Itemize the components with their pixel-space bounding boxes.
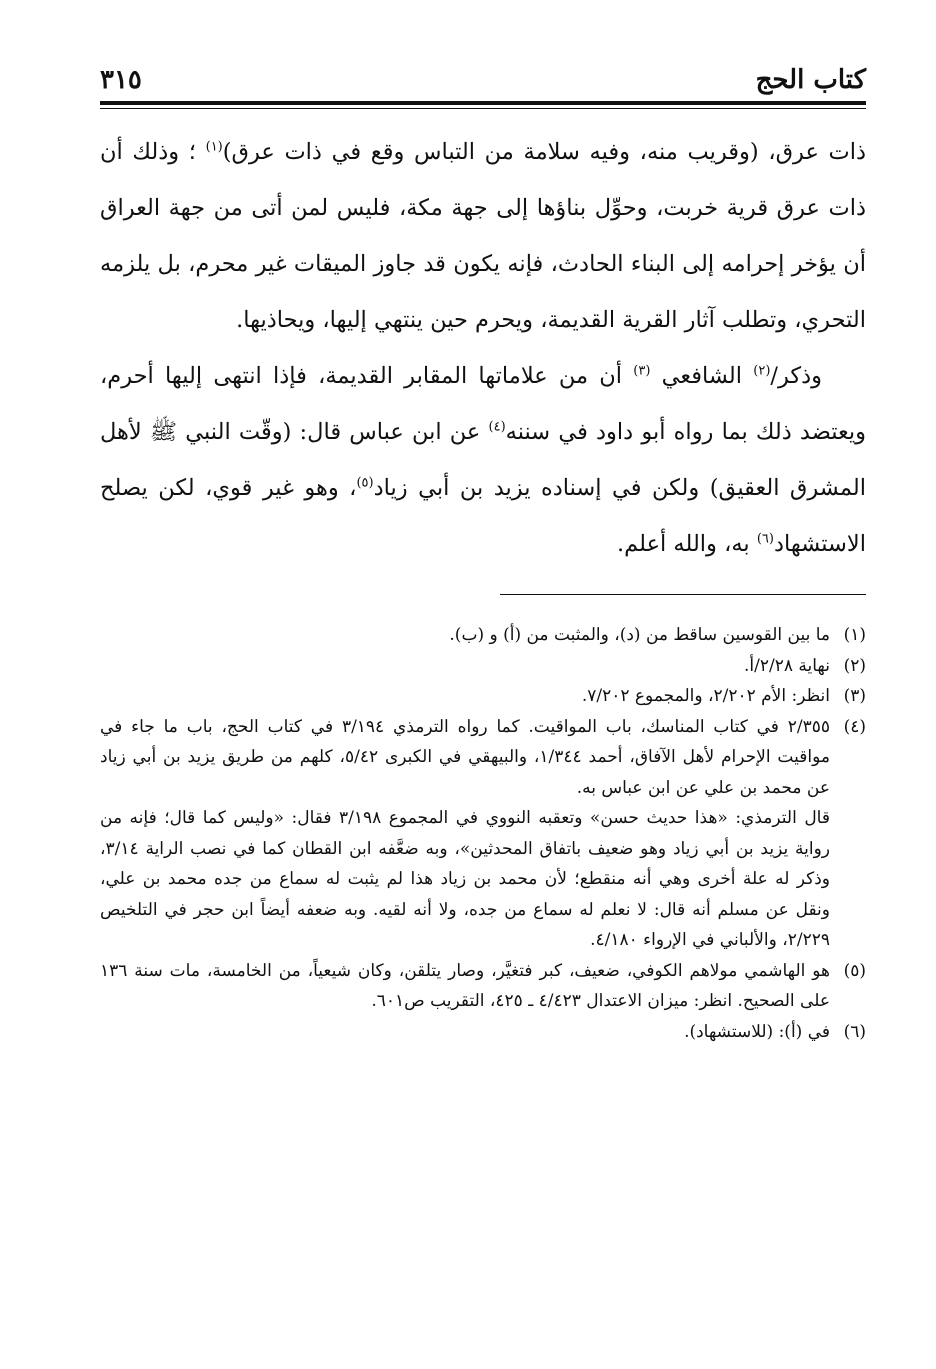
paragraph-1 <box>100 124 866 348</box>
footnote-ref-2: (٢) <box>753 363 771 379</box>
paragraph-2-part-f: به، والله أعلم. <box>617 531 757 557</box>
book-title: كتاب الحج <box>755 65 866 95</box>
footnote-3 <box>100 681 866 712</box>
main-text <box>100 124 866 572</box>
paragraph-2-part-b: الشافعي <box>650 363 754 389</box>
footnote-number: (٦) <box>843 1021 866 1042</box>
footnote-separator <box>500 594 866 595</box>
footnotes <box>100 620 866 1047</box>
footnote-ref-1: (١) <box>205 139 223 155</box>
footnote-ref-3: (٣) <box>633 363 651 379</box>
paragraph-2-part-a: وذكر/ <box>770 363 822 389</box>
paragraph-2-part-d: عن ابن عباس قال: (وقّت النبي ﷺ لأهل المشرق العقيق) ولكن في إسناده يزيد بن أبي زياد <box>100 419 866 501</box>
footnote-number: (٣) <box>843 686 866 706</box>
footnote-5 <box>100 956 866 1017</box>
paragraph-1-part-b: ؛ وذلك أن ذات عرق قرية خربت، وحوِّل بناؤها إلى جهة مكة، فليس لمن أتى من جهة العراق أن يؤخر إحرامه إلى البناء الحادث، فإنه يكون قد جاوز الميقات غير محرم، بل يلزمه التحري، وتطلب آثار القرية القديمة، ويحرم حين ينتهي إليها، ويحاذيها. <box>100 139 866 333</box>
footnote-ref-6: (٦) <box>756 531 774 547</box>
footnote-number: (٥) <box>843 960 866 981</box>
footnote-text: في (أ): (للاستشهاد). <box>684 1021 830 1042</box>
footnote-text: انظر: الأم ٢/٢٠٢، والمجموع ٧/٢٠٢. <box>581 686 830 706</box>
footnote-number: (١) <box>843 625 866 645</box>
paragraph-2-part-e: ، وهو غير قوي، لكن يصلح الاستشهاد <box>100 475 866 557</box>
footnote-ref-4: (٤) <box>488 419 506 435</box>
footnote-4 <box>100 712 866 956</box>
paragraph-2 <box>100 348 866 572</box>
footnote-number: (٤) <box>843 716 866 737</box>
footnote-number: (٢) <box>843 655 866 676</box>
footnote-text: نهاية ٢/٢٨/أ. <box>744 655 830 676</box>
footnote-6 <box>100 1017 866 1048</box>
footnote-text: ما بين القوسين ساقط من (د)، والمثبت من (أ) و (ب). <box>449 625 830 645</box>
paragraph-1-part-a: ذات عرق، (وقريب منه، وفيه سلامة من التباس وقع في ذات عرق) <box>222 139 866 165</box>
running-header <box>100 62 866 98</box>
footnote-text-continued: قال الترمذي: «هذا حديث حسن» وتعقبه النووي في المجموع ٣/١٩٨ فقال: «وليس كما قال؛ فإنه من رواية يزيد بن أبي زياد وهو ضعيف باتفاق المحدثين»، وبه ضعَّفه ابن القطان كما في نصب الراية ٣/١٤، وذكر له علة أخرى وهي أنه منقطع؛ لأن محمد بن زياد هذا لم يثبت له سماع من جده محمد بن علي، ونقل عن مسلم أنه قال: لا نعلم له سماع من جده، ولا أنه لقيه. وبه ضعفه أيضاً ابن حجر في التلخيص ٢/٢٢٩، والألباني في الإرواء ٤/١٨٠. <box>100 808 830 950</box>
footnote-text: ٢/٣٥٥ في كتاب المناسك، باب المواقيت. كما رواه الترمذي ٣/١٩٤ في كتاب الحج، باب ما جاء في مواقيت الإحرام لأهل الآفاق، أحمد ١/٣٤٤، والبيهقي في الكبرى ٥/٤٢، كلهم من طريق يزيد بن أبي زياد عن محمد بن علي عن ابن عباس به. <box>100 716 831 798</box>
footnote-text: هو الهاشمي مولاهم الكوفي، ضعيف، كبر فتغيَّر، وصار يتلقن، وكان شيعياً، من الخامسة، مات سنة ١٣٦ على الصحيح. انظر: ميزان الاعتدال ٤/٤٢٣ ـ ٤٢٥، التقريب ص٦٠١. <box>100 960 830 1011</box>
header-rule-thick <box>100 101 866 105</box>
footnote-ref-5: (٥) <box>356 475 374 491</box>
footnote-1 <box>100 620 866 651</box>
header-rule-thin <box>100 108 866 109</box>
paragraph-2-part-c: أن من علاماتها المقابر القديمة، فإذا انتهى إليها أحرم، ويعتضد ذلك بما رواه أبو داود في سننه <box>100 363 866 445</box>
page-number: ٣١٥ <box>100 65 142 95</box>
footnote-2 <box>100 651 866 682</box>
